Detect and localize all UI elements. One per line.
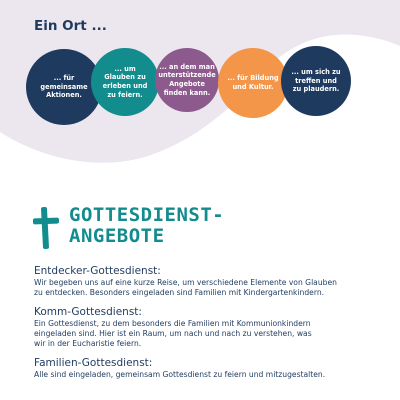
service-list xyxy=(34,265,384,388)
entry-line: Alle sind eingeladen, gemeinsam Gottesdienst zu feiern und mitzugestalten. xyxy=(34,370,326,379)
circle-glauben: ... um Glauben zu erleben und zu feiern. xyxy=(91,48,159,116)
entry-title: Komm-Gottesdienst: xyxy=(34,306,142,318)
section-title-line2: ANGEBOTE xyxy=(69,225,165,247)
entry-text xyxy=(34,319,384,349)
entry-text xyxy=(34,278,384,298)
entry-text xyxy=(34,370,384,380)
entry-komm xyxy=(34,306,384,349)
intro-title: Ein Ort ... xyxy=(34,18,107,34)
entry-title: Familien-Gottesdienst: xyxy=(34,357,153,369)
circle-angebote: ... an dem man unterstützende Angebote finden kann. xyxy=(155,48,219,112)
section-title-line1: GOTTESDIENST- xyxy=(69,204,225,226)
entry-title: Entdecker-Gottesdienst: xyxy=(34,265,161,277)
entry-line: zu entdecken. Besonders eingeladen sind Familien mit Kindergartenkindern. xyxy=(34,288,325,297)
circle-bildung: ... für Bildung und Kultur. xyxy=(218,48,288,118)
entry-line: wir in der Eucharistie feiern. xyxy=(34,339,142,348)
entry-familien xyxy=(34,357,384,380)
circle-treffen: ... um sich zu treffen und zu plaudern. xyxy=(281,46,351,116)
circle-aktionen: ... für gemeinsame Aktionen. xyxy=(26,49,102,125)
section-title xyxy=(69,205,309,247)
entry-entdecker xyxy=(34,265,384,298)
entry-line: Ein Gottesdienst, zu dem besonders die Familien mit Kommunionkindern xyxy=(34,319,311,328)
entry-line: Wir begeben uns auf eine kurze Reise, um verschiedene Elemente von Glauben xyxy=(34,278,337,287)
entry-line: eingeladen sind. Hier ist ein Raum, um nach und nach zu verstehen, was xyxy=(34,329,312,338)
cross-icon xyxy=(33,207,59,249)
